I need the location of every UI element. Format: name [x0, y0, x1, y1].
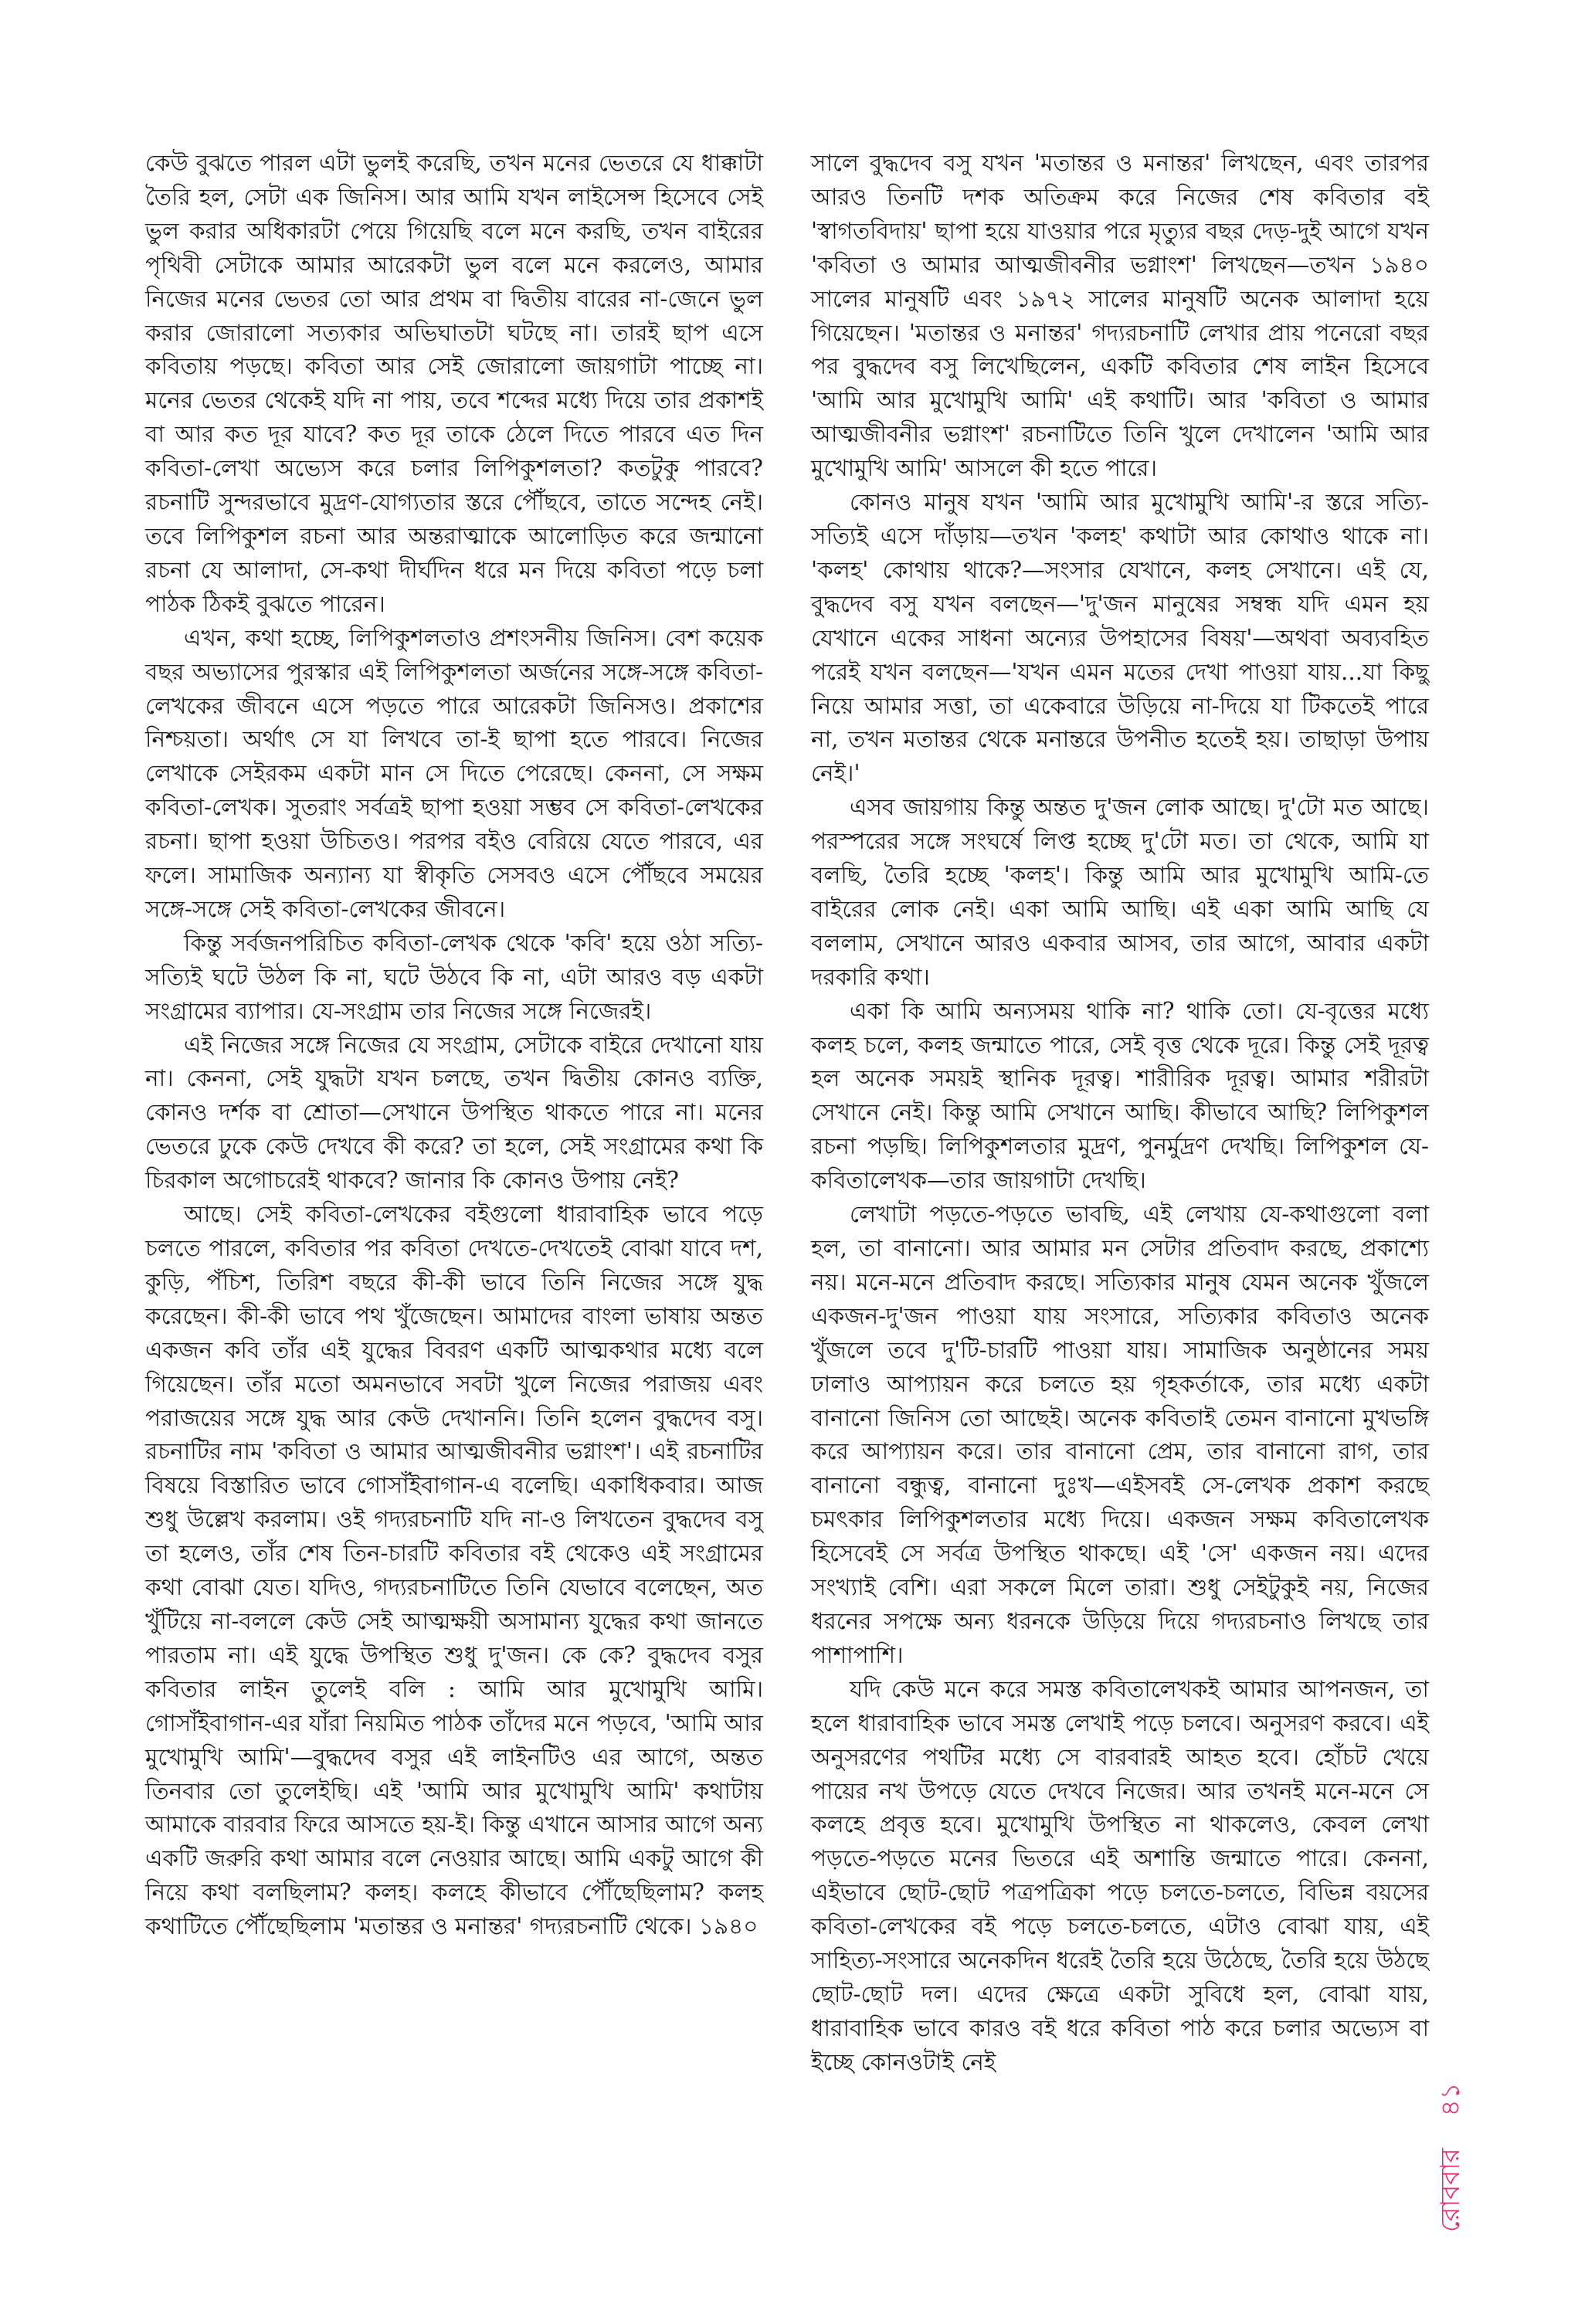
- paragraph: লেখাটা পড়তে-পড়তে ভাবছি, এই লেখায় যে-কথাগুলো বলা হল, তা বানানো। আর আমার মন সেটার প্রতিবাদ করছে, প্রকাশ্যে নয়। মনে-মনে প্রতিবাদ করছে। সত্যিকার মানুষ যেমন অনেক খুঁজলে একজন-দু'জন পাওয়া যায় সংসারে, সত্যিকার কবিতাও অনেক খুঁজলে তবে দু'টি-চারটি পাওয়া যায়। সামাজিক অনুষ্ঠানের সময় ঢালাও আপ্যায়ন করে চলতে হয় গৃহকর্তাকে, তার মধ্যে একটা বানানো জিনিস তো আছেই। অনেক কবিতাই তেমন বানানো মুখভঙ্গি করে আপ্যায়ন করে। তার বানানো প্রেম, তার বানানো রাগ, তার বানানো বন্ধুত্ব, বানানো দুঃখ—এইসবই সে-লেখক প্রকাশ করছে চমৎকার লিপিকুশলতার মধ্যে দিয়ে। একজন সক্ষম কবিতালেখক হিসেবেই সে সর্বত্র উপস্থিত থাকছে। এই 'সে' একজন নয়। এদের সংখ্যাই বেশি। এরা সকলে মিলে তারা। শুধু সেইটুকুই নয়, নিজের ধরনের সপক্ষে অন্য ধরনকে উড়িয়ে দিয়ে গদ্যরচনাও লিখছে তার পাশাপাশি।: [811, 1201, 1429, 1668]
- paragraph: কোনও মানুষ যখন 'আমি আর মুখোমুখি আমি'-র স্তরে সত্যি-সত্যিই এসে দাঁড়ায়—তখন 'কলহ' কথাটা আর কোথাও থাকে না। 'কলহ' কোথায় থাকে?—সংসার যেখানে, কলহ সেখানে। এই যে, বুদ্ধদেব বসু যখন বলছেন—'দু'জন মানুষের সম্বন্ধ যদি এমন হয় যেখানে একের সাধনা অন্যের উপহাসের বিষয়'—অথবা অব্যবহিত পরেই যখন বলছেন—'যখন এমন মতের দেখা পাওয়া যায়...যা কিছু নিয়ে আমার সত্তা, তা একেবারে উড়িয়ে না-দিয়ে যা টিকতেই পারে না, তখন মতান্তর থেকে মনান্তরে উপনীত হতেই হয়। তাছাড়া উপায় নেই।': [811, 489, 1429, 787]
- page-footer-label: [1435, 2082, 1466, 2232]
- paragraph: যদি কেউ মনে করে সমস্ত কবিতালেখকই আমার আপনজন, তা হলে ধারাবাহিক ভাবে সমস্ত লেখাই পড়ে চলবে। অনুসরণ করবে। এই অনুসরণের পথটির মধ্যে সে বারবারই আহত হবে। হোঁচট খেয়ে পায়ের নখ উপড়ে যেতে দেখবে নিজের। আর তখনই মনে-মনে সে কলহে প্রবৃত্ত হবে। মুখোমুখি উপস্থিত না থাকলেও, কেবল লেখা পড়তে-পড়তে মনের ভিতরে এই অশান্তি জন্মাতে পারে। কেননা, এইভাবে ছোট-ছোট পত্রপত্রিকা পড়ে চলতে-চলতে, বিভিন্ন বয়সের কবিতা-লেখকের বই পড়ে চলতে-চলতে, এটাও বোঝা যায়, এই সাহিত্য-সংসারে অনেকদিন ধরেই তৈরি হয়ে উঠেছে, তৈরি হয়ে উঠছে ছোট-ছোট দল। এদের ক্ষেত্রে একটা সুবিধে হল, বোঝা যায়, ধারাবাহিক ভাবে কারও বই ধরে কবিতা পাঠ করে চলার অভ্যেস বা ইচ্ছে কোনওটাই নেই: [811, 1675, 1429, 2075]
- page-number: ৪১: [1435, 2082, 1466, 2117]
- paragraph: এই নিজের সঙ্গে নিজের যে সংগ্রাম, সেটাকে বাইরে দেখানো যায় না। কেননা, সেই যুদ্ধটা যখন চলছে, তখন দ্বিতীয় কোনও ব্যক্তি, কোনও দর্শক বা শ্রোতা—সেখানে উপস্থিত থাকতে পারে না। মনের ভেতরে ঢুকে কেউ দেখবে কী করে? তা হলে, সেই সংগ্রামের কথা কি চিরকাল অগোচরেই থাকবে? জানার কি কোনও উপায় নেই?: [145, 1031, 763, 1194]
- paragraph: সালে বুদ্ধদেব বসু যখন 'মতান্তর ও মনান্তর' লিখছেন, এবং তারপর আরও তিনটি দশক অতিক্রম করে নিজের শেষ কবিতার বই 'স্বাগতবিদায়' ছাপা হয়ে যাওয়ার পরে মৃত্যুর বছর দেড়-দুই আগে যখন 'কবিতা ও আমার আত্মজীবনীর ভগ্নাংশ' লিখছেন—তখন ১৯৪০ সালের মানুষটি এবং ১৯৭২ সালের মানুষটি অনেক আলাদা হয়ে গিয়েছেন। 'মতান্তর ও মনান্তর' গদ্যরচনাটি লেখার প্রায় পনেরো বছর পর বুদ্ধদেব বসু লিখেছিলেন, একটি কবিতার শেষ লাইন হিসেবে 'আমি আর মুখোমুখি আমি' এই কথাটি। আর 'কবিতা ও আমার আত্মজীবনীর ভগ্নাংশ' রচনাটিতে তিনি খুলে দেখালেন 'আমি আর মুখোমুখি আমি' আসলে কী হতে পারে।: [811, 150, 1429, 482]
- paragraph: কিন্তু সর্বজনপরিচিত কবিতা-লেখক থেকে 'কবি' হয়ে ওঠা সত্যি-সত্যিই ঘটে উঠল কি না, ঘটে উঠবে কি না, এটা আরও বড় একটা সংগ্রামের ব্যাপার। যে-সংগ্রাম তার নিজের সঙ্গে নিজেরই।: [145, 929, 763, 1024]
- paragraph: এখন, কথা হচ্ছে, লিপিকুশলতাও প্রশংসনীয় জিনিস। বেশ কয়েক বছর অভ্যাসের পুরস্কার এই লিপিকুশলতা অর্জনের সঙ্গে-সঙ্গে কবিতা-লেখকের জীবনে এসে পড়তে পারে আরেকটা জিনিসও। প্রকাশের নিশ্চয়তা। অর্থাৎ সে যা লিখবে তা-ই ছাপা হতে পারবে। নিজের লেখাকে সেইরকম একটা মান সে দিতে পেরেছে। কেননা, সে সক্ষম কবিতা-লেখক। সুতরাং সর্বত্রই ছাপা হওয়া সম্ভব সে কবিতা-লেখকের রচনা। ছাপা হওয়া উচিতও। পরপর বইও বেরিয়ে যেতে পারবে, এর ফলে। সামাজিক অন্যান্য যা স্বীকৃতি সেসবও এসে পৌঁছবে সময়ের সঙ্গে-সঙ্গে সেই কবিতা-লেখকের জীবনে।: [145, 624, 763, 922]
- paragraph: একা কি আমি অন্যসময় থাকি না? থাকি তো। যে-বৃত্তের মধ্যে কলহ চলে, কলহ জন্মাতে পারে, সেই বৃত্ত থেকে দূরে। কিন্তু সেই দূরত্ব হল অনেক সময়ই স্থানিক দূরত্ব। শারীরিক দূরত্ব। আমার শরীরটা সেখানে নেই। কিন্তু আমি সেখানে আছি। কীভাবে আছি? লিপিকুশল রচনা পড়ছি। লিপিকুশলতার মুদ্রণ, পুনর্মুদ্রণ দেখছি। লিপিকুশল যে-কবিতালেখক—তার জায়গাটা দেখছি।: [811, 997, 1429, 1194]
- paragraph: আছে। সেই কবিতা-লেখকের বইগুলো ধারাবাহিক ভাবে পড়ে চলতে পারলে, কবিতার পর কবিতা দেখতে-দেখতেই বোঝা যাবে দশ, কুড়ি, পঁচিশ, তিরিশ বছরে কী-কী ভাবে তিনি নিজের সঙ্গে যুদ্ধ করেছেন। কী-কী ভাবে পথ খুঁজেছেন। আমাদের বাংলা ভাষায় অন্তত একজন কবি তাঁর এই যুদ্ধের বিবরণ একটি আত্মকথার মধ্যে বলে গিয়েছেন। তাঁর মতো অমনভাবে সবটা খুলে নিজের পরাজয় এবং পরাজয়ের সঙ্গে যুদ্ধ আর কেউ দেখাননি। তিনি হলেন বুদ্ধদেব বসু। রচনাটির নাম 'কবিতা ও আমার আত্মজীবনীর ভগ্নাংশ'। এই রচনাটির বিষয়ে বিস্তারিত ভাবে গোসাঁইবাগান-এ বলেছি। একাধিকবার। আজ শুধু উল্লেখ করলাম। ওই গদ্যরচনাটি যদি না-ও লিখতেন বুদ্ধদেব বসু তা হলেও, তাঁর শেষ তিন-চারটি কবিতার বই থেকেও এই সংগ্রামের কথা বোঝা যেত। যদিও, গদ্যরচনাটিতে তিনি যেভাবে বলেছেন, অত খুঁটিয়ে না-বললে কেউ সেই আত্মক্ষয়ী অসামান্য যুদ্ধের কথা জানতে পারতাম না। এই যুদ্ধে উপস্থিত শুধু দু'জন। কে কে? বুদ্ধদেব বসুর কবিতার লাইন তুলেই বলি : আমি আর মুখোমুখি আমি। গোসাঁইবাগান-এর যাঁরা নিয়মিত পাঠক তাঁদের মনে পড়বে, 'আমি আর মুখোমুখি আমি'—বুদ্ধদেব বসুর এই লাইনটিও এর আগে, অন্তত তিনবার তো তুলেইছি। এই 'আমি আর মুখোমুখি আমি' কথাটায় আমাকে বারবার ফিরে আসতে হয়-ই। কিন্তু এখানে আসার আগে অন্য একটি জরুরি কথা আমার বলে নেওয়ার আছে। আমি একটু আগে কী নিয়ে কথা বলছিলাম? কলহ। কলহে কীভাবে পৌঁছেছিলাম? কলহ কথাটিতে পৌঁছেছিলাম 'মতান্তর ও মনান্তর' গদ্যরচনাটি থেকে। ১৯৪০: [145, 1201, 763, 1940]
- paragraph: এসব জায়গায় কিন্তু অন্তত দু'জন লোক আছে। দু'টো মত আছে। পরস্পরের সঙ্গে সংঘর্ষে লিপ্ত হচ্ছে দু'টো মত। তা থেকে, আমি যা বলছি, তৈরি হচ্ছে 'কলহ'। কিন্তু আমি আর মুখোমুখি আমি-তে বাইরের লোক নেই। একা আমি আছি। এই একা আমি আছি যে বললাম, সেখানে আরও একবার আসব, তার আগে, আবার একটা দরকারি কথা।: [811, 794, 1429, 990]
- paragraph: কেউ বুঝতে পারল এটা ভুলই করেছি, তখন মনের ভেতরে যে ধাক্কাটা তৈরি হল, সেটা এক জিনিস। আর আমি যখন লাইসেন্স হিসেবে সেই ভুল করার অধিকারটা পেয়ে গিয়েছি বলে মনে করছি, তখন বাইরের পৃথিবী সেটাকে আমার আরেকটা ভুল বলে মনে করলেও, আমার নিজের মনের ভেতর তো আর প্রথম বা দ্বিতীয় বারের না-জেনে ভুল করার জোরালো সত্যকার অভিঘাতটা ঘটছে না। তারই ছাপ এসে কবিতায় পড়ছে। কবিতা আর সেই জোরালো জায়গাটা পাচ্ছে না। মনের ভেতর থেকেই যদি না পায়, তবে শব্দের মধ্যে দিয়ে তার প্রকাশই বা আর কত দূর যাবে? কত দূর তাকে ঠেলে দিতে পারবে এত দিন কবিতা-লেখা অভ্যেস করে চলার লিপিকুশলতা? কতটুকু পারবে? রচনাটি সুন্দরভাবে মুদ্রণ-যোগ্যতার স্তরে পৌঁছবে, তাতে সন্দেহ নেই। তবে লিপিকুশল রচনা আর অন্তরাত্মাকে আলোড়িত করে জন্মানো রচনা যে আলাদা, সে-কথা দীর্ঘদিন ধরে মন দিয়ে কবিতা পড়ে চলা পাঠক ঠিকই বুঝতে পারেন।: [145, 150, 763, 617]
- left-text-column: [145, 147, 763, 1944]
- magazine-name: রোববার: [1435, 2148, 1466, 2232]
- right-text-column: [811, 147, 1429, 2080]
